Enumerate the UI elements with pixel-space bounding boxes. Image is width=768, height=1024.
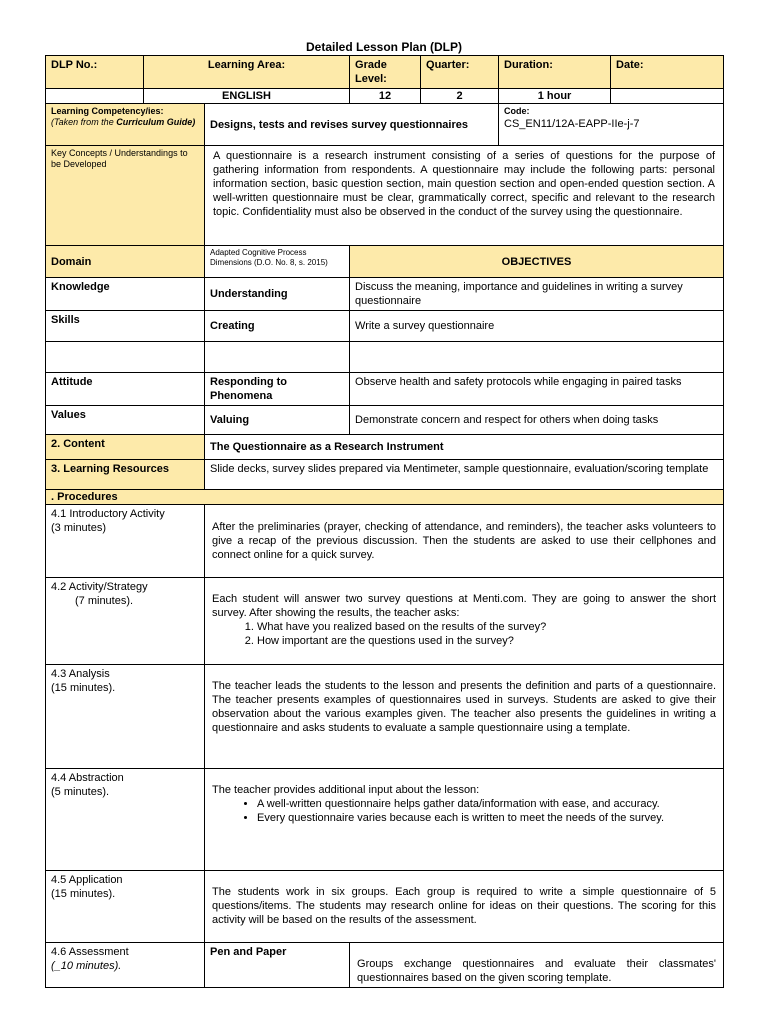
grade-level-label: Grade Level: [350, 56, 421, 89]
date-label: Date: [611, 56, 724, 89]
list-item: 1. What have you realized based on the results of the survey? [257, 620, 716, 634]
application-label: 4.5 Application (15 minutes). [46, 871, 205, 943]
objective-domain: Values [46, 406, 205, 435]
objective-dimension: Understanding [205, 278, 350, 311]
assessment-text: Groups exchange questionnaires and evaluate their classmates' questionnaires based on the given scoring template. [350, 943, 724, 988]
activity-text: Each student will answer two survey questions at Menti.com. They are going to answer the short survey. After showing the results, the teacher asks: 1. What have you realized based on the results of the survey? 2. How important are the questions used in the survey? [205, 578, 724, 665]
assessment-method: Pen and Paper [205, 943, 350, 988]
objective-dimension: Valuing [205, 406, 350, 435]
dlp-no-label: DLP No.: [46, 56, 144, 89]
objective-text: Write a survey questionnaire [350, 311, 724, 342]
list-item: • A well-written questionnaire helps gather data/information with ease, and accuracy. [257, 797, 716, 811]
competency-value: Designs, tests and revises survey questionnaires [205, 104, 499, 146]
list-item: • Every questionnaire varies because each is written to meet the needs of the survey. [257, 811, 716, 825]
resources-label: 3. Learning Resources [46, 460, 205, 490]
objective-text: Discuss the meaning, importance and guidelines in writing a survey questionnaire [350, 278, 724, 311]
objective-dimension: Creating [205, 311, 350, 342]
abstraction-text: The teacher provides additional input about the lesson: • A well-written questionnaire helps gather data/information with ease, and accuracy. • Every questionnaire varies because each is written to meet the needs of the survey. [205, 769, 724, 871]
document-title: Detailed Lesson Plan (DLP) [305, 40, 463, 54]
key-concepts-text: A questionnaire is a research instrument consisting of a series of questions for the purpose of gathering information from respondents. A questionnaire may include the following parts: personal information section, basic question section, main question section and open-ended question section. A well-written questionnaire must be clear, grammatically correct, specific and relevant to the research topic. Confidentiality must also be observed in the conduct of the survey using the questionnaire. [205, 146, 724, 246]
duration-value: 1 hour [499, 89, 611, 104]
competency-label: Learning Competency/ies: (Taken from the Curriculum Guide) [46, 104, 205, 146]
intro-text: After the preliminaries (prayer, checking of attendance, and reminders), the teacher asks volunteers to give a recap of the previous discussion. Then the students are asked to use their cellphones and connect online for a quick survey. [205, 505, 724, 578]
date-value [611, 89, 724, 104]
duration-label: Duration: [499, 56, 611, 89]
objective-text: Demonstrate concern and respect for others when doing tasks [350, 406, 724, 435]
key-concepts-label: Key Concepts / Understandings to be Developed [46, 146, 205, 246]
grade-level-value: 12 [350, 89, 421, 104]
intro-label: 4.1 Introductory Activity (3 minutes) [46, 505, 205, 578]
procedures-label: . Procedures [46, 490, 724, 505]
abstraction-label: 4.4 Abstraction (5 minutes). [46, 769, 205, 871]
objectives-header: OBJECTIVES [350, 246, 724, 278]
activity-label: 4.2 Activity/Strategy (7 minutes). [46, 578, 205, 665]
competency-code: Code: CS_EN11/12A-EAPP-IIe-j-7 [499, 104, 724, 146]
objective-dimension: Responding to Phenomena [205, 373, 350, 406]
quarter-label: Quarter: [421, 56, 499, 89]
analysis-text: The teacher leads the students to the lesson and presents the definition and parts of a questionnaire. The teacher presents examples of questionnaires used in surveys. Students are asked to give their observation about the various examples given. The teacher also presents the guidelines in writing a questionnaire and asks students to evaluate a sample questionnaire using a template. [205, 665, 724, 769]
lesson-plan-table [45, 55, 724, 988]
learning-area-value: ENGLISH [144, 89, 350, 104]
objective-domain: Attitude [46, 373, 205, 406]
objective-domain: Knowledge [46, 278, 205, 311]
dlp-no-value [46, 89, 144, 104]
list-item: 2. How important are the questions used in the survey? [257, 634, 716, 648]
dimensions-header: Adapted Cognitive Process Dimensions (D.O. No. 8, s. 2015) [205, 246, 350, 278]
resources-value: Slide decks, survey slides prepared via Mentimeter, sample questionnaire, evaluation/scoring template [205, 460, 724, 490]
application-text: The students work in six groups. Each group is required to write a simple questionnaire of 5 questions/items. The students may research online for ideas on their questions. The scoring for this activity will be based on the results of the assessment. [205, 871, 724, 943]
objective-text: Observe health and safety protocols while engaging in paired tasks [350, 373, 724, 406]
quarter-value: 2 [421, 89, 499, 104]
assessment-label: 4.6 Assessment (_10 minutes). [46, 943, 205, 988]
content-label: 2. Content [46, 435, 205, 460]
domain-header: Domain [46, 246, 205, 278]
objective-domain: Skills [46, 311, 205, 342]
analysis-label: 4.3 Analysis (15 minutes). [46, 665, 205, 769]
content-value: The Questionnaire as a Research Instrument [205, 435, 724, 460]
learning-area-label: Learning Area: [144, 56, 350, 89]
objective-dimension [205, 342, 350, 373]
objective-domain [46, 342, 205, 373]
objective-text [350, 342, 724, 373]
